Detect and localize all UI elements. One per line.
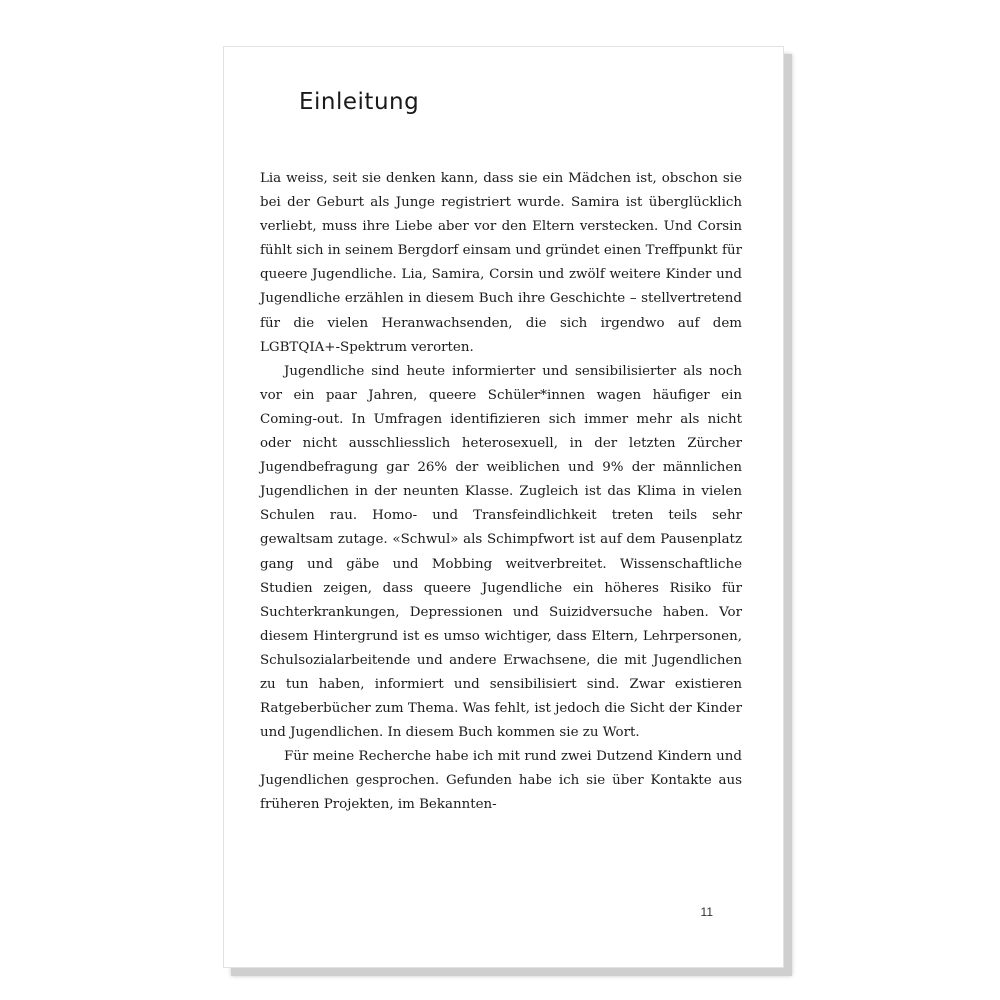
body-text [260, 167, 742, 818]
paragraph-3: Für meine Recherche habe ich mit rund zwei Dutzend Kindern und Jugendlichen gesprochen. Gefunden habe ich sie über Kontakte aus früheren Projekten, im Bekannten- [260, 749, 742, 813]
chapter-title: Einleitung [299, 89, 420, 115]
paragraph-1: Lia weiss, seit sie denken kann, dass sie ein Mädchen ist, obschon sie bei der Geburt als Junge registriert wurde. Samira ist überglücklich verliebt, muss ihre Liebe aber vor den Eltern verstecken. Und Corsin fühlt sich in seinem Bergdorf einsam und gründet einen Treffpunkt für queere Jugendliche. Lia, Samira, Corsin und zwölf weitere Kinder und Jugendliche erzählen in diesem Buch ihre Geschichte – stellvertretend für die vielen Heranwachsenden, die sich irgendwo auf dem LGBTQIA+-Spektrum verorten. [260, 171, 742, 355]
paragraph-2: Jugendliche sind heute informierter und sensibilisierter als noch vor ein paar Jahren, queere Schüler*innen wagen häufiger ein Coming-out. In Umfragen identifizieren sich immer mehr als nicht oder nicht ausschliesslich heterosexuell, in der letzten Zürcher Jugendbefragung gar 26% der weiblichen und 9% der männlichen Jugendlichen in der neunten Klasse. Zugleich ist das Klima in vielen Schulen rau. Homo- und Transfeindlichkeit treten teils sehr gewaltsam zutage. «Schwul» als Schimpfwort ist auf dem Pausenplatz gang und gäbe und Mobbing weitverbreitet. Wissenschaftliche Studien zeigen, dass queere Jugendliche ein höheres Risiko für Suchterkrankungen, Depressionen und Suizidversuche haben. Vor diesem Hintergrund ist es umso wichtiger, dass Eltern, Lehrpersonen, Schulsozialarbeitende und andere Erwachsene, die mit Jugendlichen zu tun haben, informiert und sensibilisiert sind. Zwar existieren Ratgeberbücher zum Thema. Was fehlt, ist jedoch die Sicht der Kinder und Jugendlichen. In diesem Buch kommen sie zu Wort. [260, 363, 742, 741]
page-number: 11 [700, 905, 713, 919]
book-page [223, 46, 784, 968]
